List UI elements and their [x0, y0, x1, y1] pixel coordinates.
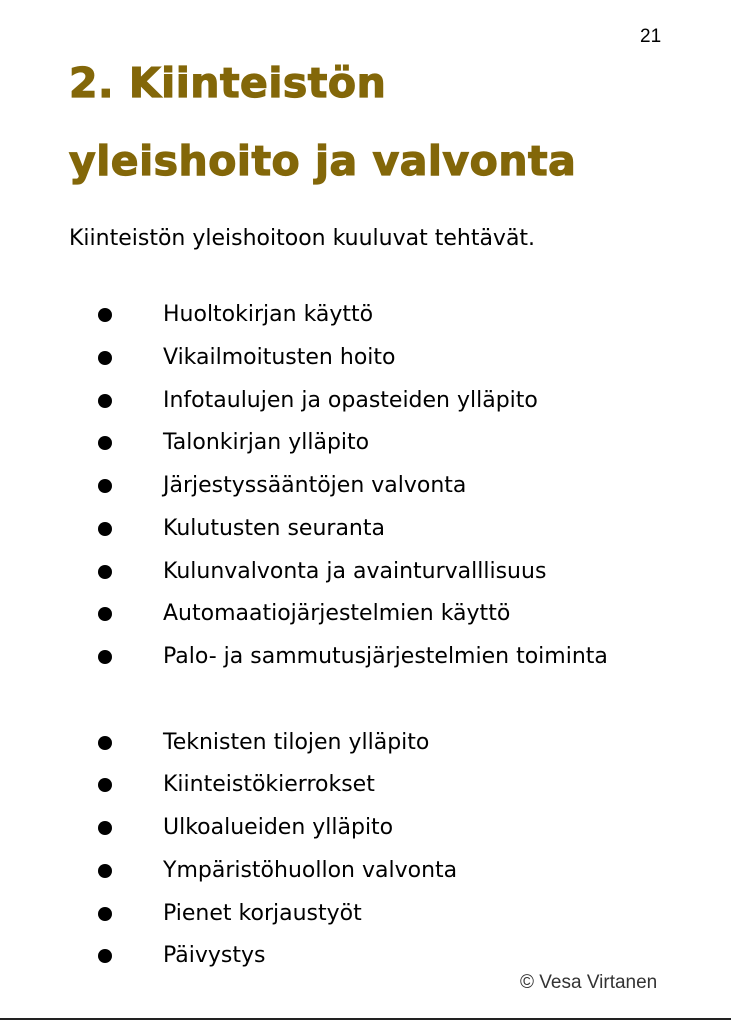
list-item-label: Vikailmoitusten hoito	[163, 344, 396, 370]
list-item-label: Pienet korjaustyöt	[163, 900, 362, 926]
page-title	[69, 44, 576, 200]
list-item	[0, 893, 731, 936]
list-item	[0, 807, 731, 850]
list-item	[0, 422, 731, 465]
list-item-label: Ulkoalueiden ylläpito	[163, 815, 394, 840]
list-item	[0, 337, 731, 380]
list-item-label: Huoltokirjan käyttö	[163, 302, 374, 327]
list-item-label: Kiinteistökierrokset	[163, 772, 375, 798]
list-item	[0, 850, 731, 893]
list-item-label: Järjestyssääntöjen valvonta	[163, 473, 467, 498]
list-item-label: Päivystys	[163, 943, 266, 969]
list-item	[0, 722, 731, 765]
list-item	[0, 593, 731, 636]
list-item	[0, 380, 731, 423]
copyright-notice: © Vesa Virtanen	[520, 972, 658, 993]
bullet-icon	[98, 864, 112, 878]
bullet-icon	[98, 479, 112, 493]
bullet-icon	[98, 607, 112, 621]
bullet-icon	[98, 821, 112, 835]
bullet-icon	[98, 907, 112, 921]
list-item-label: Kulutusten seuranta	[163, 515, 385, 541]
list-item	[0, 294, 731, 337]
bullet-icon	[98, 394, 112, 408]
list-item-label: Teknisten tilojen ylläpito	[163, 729, 430, 755]
bullet-icon	[98, 436, 112, 450]
page-number: 21	[640, 26, 662, 47]
page-title-line-2: yleishoito ja valvonta	[69, 137, 577, 185]
list-item-label: Ympäristöhuollon valvonta	[163, 857, 458, 883]
list-item-label: Palo- ja sammutusjärjestelmien toiminta	[163, 644, 608, 669]
bullet-icon	[98, 778, 112, 792]
list-item	[0, 551, 731, 594]
bullet-icon	[98, 522, 112, 536]
bullet-icon	[98, 949, 112, 963]
bullet-icon	[98, 351, 112, 365]
list-item-label: Automaatiojärjestelmien käyttö	[163, 601, 511, 627]
bottom-divider	[0, 1018, 731, 1020]
list-item	[0, 764, 731, 807]
bullet-icon	[98, 650, 112, 664]
list-item	[0, 465, 731, 508]
page-title-line-1: 2. Kiinteistön	[69, 59, 387, 107]
bullet-icon	[98, 565, 112, 579]
intro-text: Kiinteistön yleishoitoon kuuluvat tehtävät.	[69, 226, 536, 251]
bullet-icon	[98, 736, 112, 750]
list-item	[0, 508, 731, 551]
list-item-label: Talonkirjan ylläpito	[163, 430, 370, 456]
list-item-label: Kulunvalvonta ja avainturvalllisuus	[163, 558, 547, 584]
bullet-icon	[98, 308, 112, 322]
list-item	[0, 636, 731, 722]
task-list	[0, 294, 731, 978]
list-item-label: Infotaulujen ja opasteiden ylläpito	[163, 387, 538, 413]
